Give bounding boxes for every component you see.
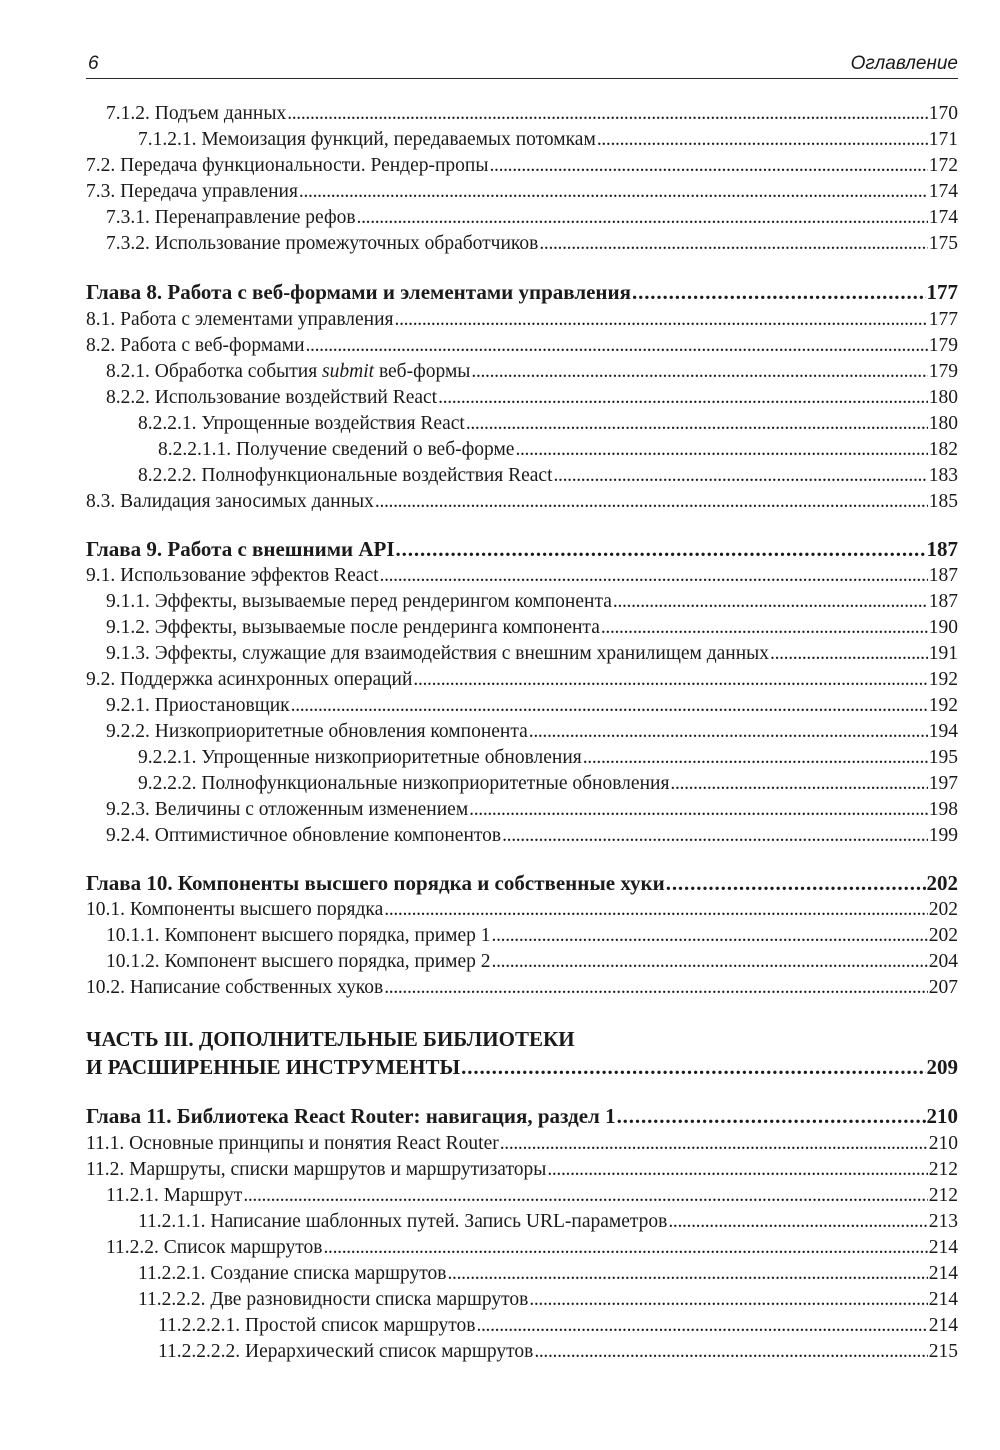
toc-entry: 9.2.3. Величины с отложенным изменением . . . 198: [86, 798, 958, 822]
toc-chapter-heading: Глава 10. Компоненты высшего порядка и собственные хуки . . . 202: [86, 871, 958, 895]
toc-entry: 10.2. Написание собственных хуков . . . 207: [86, 976, 958, 1000]
toc-entry: 9.2.2.2. Полнофункциональные низкоприоритетные обновления . . . 197: [86, 772, 958, 796]
toc-entry: 8.2.2.1. Упрощенные воздействия React . . . 180: [86, 412, 958, 436]
toc-entry: 7.3. Передача управления . . . 174: [86, 180, 958, 204]
toc-entry: 9.2.2.1. Упрощенные низкоприоритетные обновления . . . 195: [86, 746, 958, 770]
toc-entry: 8.3. Валидация заносимых данных . . . 185: [86, 490, 958, 514]
toc-chapter-heading: Глава 8. Работа с веб-формами и элементами управления . . . 177: [86, 280, 958, 304]
toc-entry: 7.3.1. Перенаправление рефов . . . 174: [86, 206, 958, 230]
toc-entry: 11.2.2.2.1. Простой список маршрутов . . . 214: [86, 1314, 958, 1338]
toc-entry: 9.2.1. Приостановщик . . . 192: [86, 694, 958, 718]
toc-part-heading-line1: ЧАСТЬ III. ДОПОЛНИТЕЛЬНЫЕ БИБЛИОТЕКИ: [86, 1027, 575, 1051]
toc-entry: 8.2.2.1.1. Получение сведений о веб-форме . . . 182: [86, 438, 958, 462]
toc-entry: 11.2.1.1. Написание шаблонных путей. Запись URL-параметров . . . 213: [86, 1210, 958, 1234]
toc-chapter-heading: Глава 9. Работа с внешними API . . . 187: [86, 537, 958, 561]
toc-entry: 10.1. Компоненты высшего порядка . . . 202: [86, 898, 958, 922]
toc-entry: 9.1. Использование эффектов React . . . 187: [86, 564, 958, 588]
toc-entry: 8.2.2.2. Полнофункциональные воздействия React . . . 183: [86, 464, 958, 488]
toc-entry: 7.1.2.1. Мемоизация функций, передаваемых потомкам . . . 171: [86, 128, 958, 152]
toc-entry: 11.2.2. Список маршрутов . . . 214: [86, 1236, 958, 1260]
toc-entry: 7.2. Передача функциональности. Рендер-пропы . . . 172: [86, 154, 958, 178]
toc-entry: 11.2.2.2. Две разновидности списка маршрутов . . . 214: [86, 1288, 958, 1312]
toc-entry: 9.2.4. Оптимистичное обновление компонентов . . . 199: [86, 824, 958, 848]
toc-entry: 10.1.1. Компонент высшего порядка, пример 1 . . . 202: [86, 924, 958, 948]
toc-entry: 7.1.2. Подъем данных . . . 170: [86, 102, 958, 126]
toc-part-heading: И РАСШИРЕННЫЕ ИНСТРУМЕНТЫ . . . 209: [86, 1055, 958, 1079]
toc-entry: 8.2. Работа с веб-формами . . . 179: [86, 334, 958, 358]
toc-entry: 8.2.2. Использование воздействий React . . . 180: [86, 386, 958, 410]
toc-entry: 9.1.2. Эффекты, вызываемые после рендеринга компонента . . . 190: [86, 616, 958, 640]
toc-entry: 9.2. Поддержка асинхронных операций . . . 192: [86, 668, 958, 692]
toc-entry: 11.2. Маршруты, списки маршрутов и маршрутизаторы . . . 212: [86, 1158, 958, 1182]
page-number: 6: [88, 53, 99, 74]
toc-entry: 11.2.1. Маршрут . . . 212: [86, 1184, 958, 1208]
toc-entry: 11.2.2.1. Создание списка маршрутов . . . 214: [86, 1262, 958, 1286]
toc-entry: 7.3.2. Использование промежуточных обработчиков . . . 175: [86, 232, 958, 256]
toc-entry: 9.2.2. Низкоприоритетные обновления компонента . . . 194: [86, 720, 958, 744]
toc-entry: 8.2.1. Обработка события submit веб-формы . . . 179: [86, 360, 958, 384]
toc-entry: 10.1.2. Компонент высшего порядка, пример 2 . . . 204: [86, 950, 958, 974]
toc-chapter-heading: Глава 11. Библиотека React Router: навигация, раздел 1 . . . 210: [86, 1104, 958, 1128]
toc-entry: 11.2.2.2.2. Иерархический список маршрутов . . . 215: [86, 1340, 958, 1364]
running-title: Оглавление: [850, 53, 958, 74]
toc-entry: 9.1.1. Эффекты, вызываемые перед рендерингом компонента . . . 187: [86, 590, 958, 614]
toc-entry: 9.1.3. Эффекты, служащие для взаимодействия с внешним хранилищем данных . . . 191: [86, 642, 958, 666]
toc-entry: 8.1. Работа с элементами управления . . . 177: [86, 308, 958, 332]
running-header: [86, 50, 958, 79]
toc-entry: 11.1. Основные принципы и понятия React Router . . . 210: [86, 1132, 958, 1156]
